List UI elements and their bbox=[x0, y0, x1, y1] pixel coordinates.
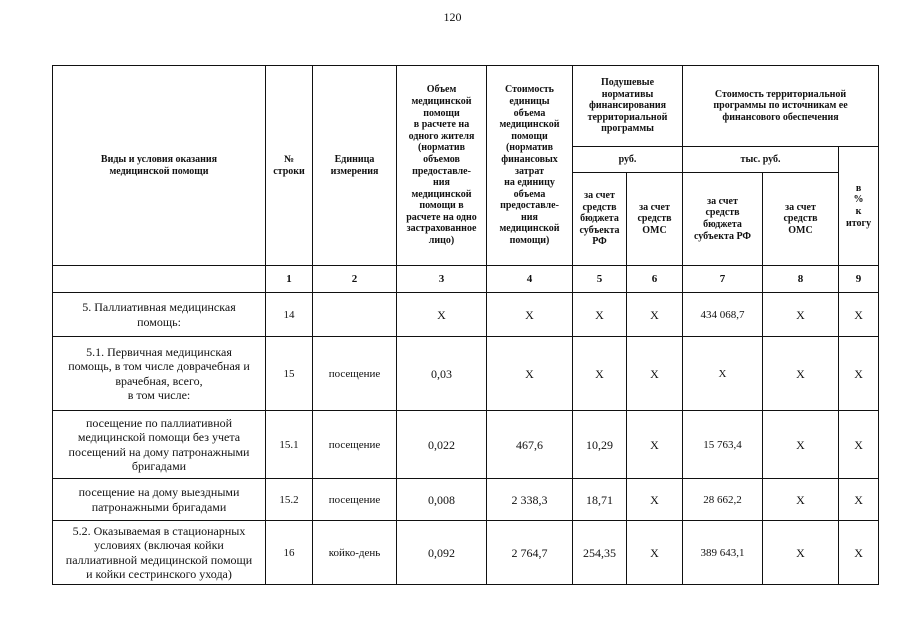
row-budget-rub: X bbox=[573, 337, 627, 411]
column-number: 8 bbox=[763, 266, 839, 293]
row-volume: 0,03 bbox=[397, 337, 487, 411]
row-budget-rub: X bbox=[573, 293, 627, 337]
row-volume: X bbox=[397, 293, 487, 337]
row-unit bbox=[313, 293, 397, 337]
row-name: посещение по паллиативной медицинской помощи без учета посещений на дому патронажными бригадами bbox=[53, 411, 266, 479]
row-no: 14 bbox=[266, 293, 313, 337]
row-percent: X bbox=[839, 521, 879, 585]
column-number: 7 bbox=[683, 266, 763, 293]
table-row bbox=[53, 337, 879, 411]
row-cost: X bbox=[487, 293, 573, 337]
financing-table bbox=[52, 65, 879, 585]
row-budget-thous: 28 662,2 bbox=[683, 479, 763, 521]
row-budget-thous: X bbox=[683, 337, 763, 411]
row-percent: X bbox=[839, 479, 879, 521]
row-cost: X bbox=[487, 337, 573, 411]
row-no: 15.1 bbox=[266, 411, 313, 479]
row-no: 16 bbox=[266, 521, 313, 585]
header-percent: в % к итогу bbox=[839, 147, 879, 266]
column-number: 2 bbox=[313, 266, 397, 293]
table-row bbox=[53, 521, 879, 585]
row-unit: посещение bbox=[313, 337, 397, 411]
row-oms-rub: X bbox=[627, 337, 683, 411]
header-volume: Объем медицинской помощи в расчете на одного жителя (норматив объемов предоставле- ния медицинской помощи в расчете на одно застрахованное лицо) bbox=[397, 66, 487, 266]
row-oms-rub: X bbox=[627, 521, 683, 585]
column-number-row bbox=[53, 266, 879, 293]
row-oms-rub: X bbox=[627, 411, 683, 479]
row-unit: посещение bbox=[313, 411, 397, 479]
row-budget-rub: 10,29 bbox=[573, 411, 627, 479]
header-budget-thous: за счет средств бюджета субъекта РФ bbox=[683, 173, 763, 266]
header-budget-rub: за счет средств бюджета субъекта РФ bbox=[573, 173, 627, 266]
row-unit: койко-день bbox=[313, 521, 397, 585]
column-number-blank bbox=[53, 266, 266, 293]
row-volume: 0,022 bbox=[397, 411, 487, 479]
row-name: посещение на дому выездными патронажными бригадами bbox=[53, 479, 266, 521]
row-budget-rub: 254,35 bbox=[573, 521, 627, 585]
row-budget-thous: 434 068,7 bbox=[683, 293, 763, 337]
row-percent: X bbox=[839, 293, 879, 337]
header-types: Виды и условия оказания медицинской помощи bbox=[53, 66, 266, 266]
row-budget-rub: 18,71 bbox=[573, 479, 627, 521]
row-name: 5.2. Оказываемая в стационарных условиях (включая койки паллиативной медицинской помощи и койки сестринского ухода) bbox=[53, 521, 266, 585]
column-number: 1 bbox=[266, 266, 313, 293]
header-oms-thous: за счет средств ОМС bbox=[763, 173, 839, 266]
row-percent: X bbox=[839, 337, 879, 411]
header-cost: Стоимость единицы объема медицинской помощи (норматив финансовых затрат на единицу объема предоставле- ния медицинской помощи) bbox=[487, 66, 573, 266]
header-per-capita: Подушевые нормативы финансирования территориальной программы bbox=[573, 66, 683, 147]
table-row bbox=[53, 293, 879, 337]
row-volume: 0,092 bbox=[397, 521, 487, 585]
column-number: 3 bbox=[397, 266, 487, 293]
row-oms-thous: X bbox=[763, 411, 839, 479]
header-rub: руб. bbox=[573, 147, 683, 173]
table-row bbox=[53, 411, 879, 479]
row-percent: X bbox=[839, 411, 879, 479]
column-number: 5 bbox=[573, 266, 627, 293]
row-volume: 0,008 bbox=[397, 479, 487, 521]
row-oms-thous: X bbox=[763, 521, 839, 585]
header-oms-rub: за счет средств ОМС bbox=[627, 173, 683, 266]
row-oms-rub: X bbox=[627, 479, 683, 521]
row-name: 5. Паллиативная медицинская помощь: bbox=[53, 293, 266, 337]
header-thous-rub: тыс. руб. bbox=[683, 147, 839, 173]
row-name: 5.1. Первичная медицинская помощь, в том числе доврачебная и врачебная, всего, в том числе: bbox=[53, 337, 266, 411]
header-row-no: № строки bbox=[266, 66, 313, 266]
row-oms-thous: X bbox=[763, 337, 839, 411]
table-row bbox=[53, 479, 879, 521]
column-number: 6 bbox=[627, 266, 683, 293]
header-program-cost: Стоимость территориальной программы по источникам ее финансового обеспечения bbox=[683, 66, 879, 147]
row-budget-thous: 15 763,4 bbox=[683, 411, 763, 479]
row-oms-thous: X bbox=[763, 293, 839, 337]
row-budget-thous: 389 643,1 bbox=[683, 521, 763, 585]
row-cost: 2 764,7 bbox=[487, 521, 573, 585]
row-cost: 2 338,3 bbox=[487, 479, 573, 521]
row-no: 15 bbox=[266, 337, 313, 411]
page-number: 120 bbox=[443, 10, 462, 24]
row-cost: 467,6 bbox=[487, 411, 573, 479]
row-unit: посещение bbox=[313, 479, 397, 521]
header-unit: Единица измерения bbox=[313, 66, 397, 266]
column-number: 9 bbox=[839, 266, 879, 293]
row-no: 15.2 bbox=[266, 479, 313, 521]
row-oms-rub: X bbox=[627, 293, 683, 337]
column-number: 4 bbox=[487, 266, 573, 293]
row-oms-thous: X bbox=[763, 479, 839, 521]
